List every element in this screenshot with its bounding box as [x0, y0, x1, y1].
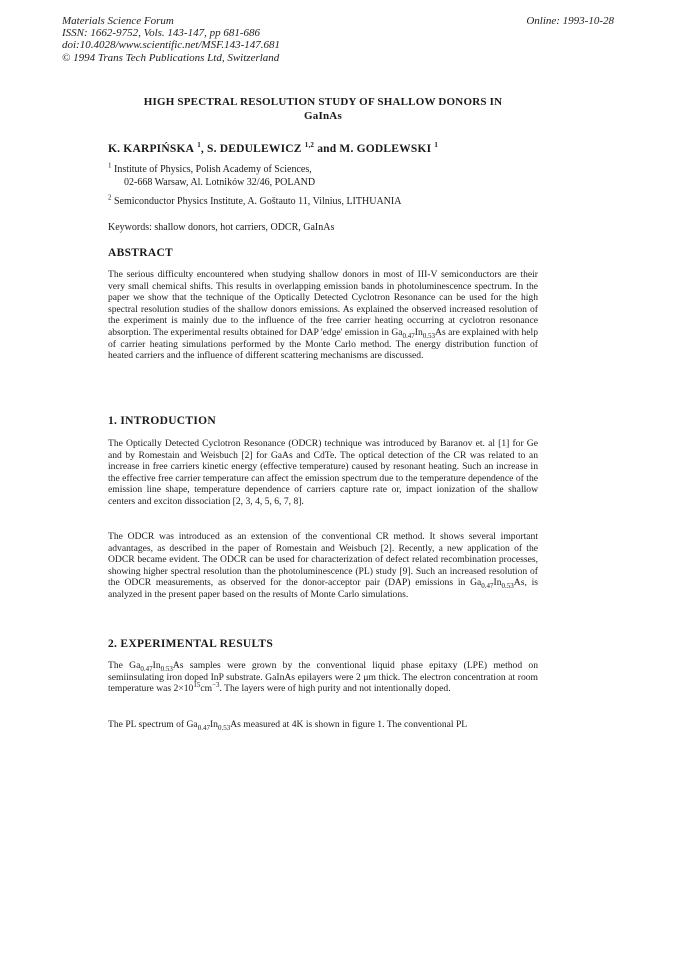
abstract-sub-ga: 0.47 — [402, 331, 415, 340]
author-1: K. KARPIŃSKA — [108, 143, 195, 155]
exp-p1-ga: The Ga — [108, 660, 141, 671]
experimental-paragraph-1 — [108, 660, 538, 695]
abstract-heading: ABSTRACT — [108, 247, 174, 259]
abstract-in: In — [414, 326, 423, 338]
intro-in: In — [493, 577, 502, 589]
author-separator: , — [200, 143, 204, 155]
article-metadata — [62, 15, 280, 64]
exp-p2-sub-ga: 0.47 — [197, 723, 210, 732]
affiliation-2-text: Semiconductor Physics Institute, A. Goštauto 11, Vilnius, LITHUANIA — [114, 196, 402, 207]
intro-sub-ga: 0.47 — [481, 582, 494, 591]
intro-p2-part-2: As, is analyzed in the present paper based on the results of Monte Carlo simulations. — [108, 577, 539, 600]
introduction-heading: 1. INTRODUCTION — [108, 415, 217, 427]
author-2: S. DEDULEWICZ — [207, 143, 302, 155]
author-3: M. GODLEWSKI — [339, 143, 432, 155]
exp-p1-part-a: As samples were grown by the conventional liquid phase epitaxy (LPE) method on semiinsulating iron doped InP substrate. GaInAs epilayers were 2 μm thick. The electron concentration at room temperature was 2×10 — [108, 660, 538, 695]
exp-p2-in: In — [209, 719, 218, 730]
affiliation-2-marker: 2 — [108, 193, 112, 202]
journal-name: Materials Science Forum — [62, 15, 174, 27]
exp-sup-15: 15 — [193, 681, 201, 689]
affiliation-2 — [108, 195, 401, 208]
intro-p2-part-1: The ODCR was introduced as an extension of the conventional CR method. It shows several important advantages, as described in the paper of Romestain and Weisbuch [2]. Recently, a new application of the ODCR became evident. The ODCR can be used for characterization of defect related recombination processes, showing higher spectral resolution than the photoluminescence (PL) study [9]. Such an increased resolution of the ODCR measurements, as observed for the donor-acceptor pair (DAP) emissions in Ga — [108, 531, 538, 589]
exp-sub-ga: 0.47 — [140, 664, 153, 673]
exp-p2-sub-in: 0.53 — [217, 723, 231, 732]
title-line-1: HIGH SPECTRAL RESOLUTION STUDY OF SHALLOW DONORS IN — [143, 96, 503, 108]
abstract-part-1: The serious difficulty encountered when studying shallow donors in most of III-V semiconductors are their very small chemical shifts. This results in overlapping emission bands in photoluminescence spectrum. In the paper we show that the technique of the Optically Detected Cyclotron Resonance can be used for the high spectral resolution studies of the shallow donors emissions. As explained the observed increased resolution of the experiment is mainly due to the influence of the free carrier heating occurring at cyclotron resonance absorption. The experimental results obtained for DAP 'edge' emission in Ga — [108, 269, 538, 338]
experimental-paragraph-2 — [108, 719, 538, 731]
exp-sup-minus3: −3 — [212, 681, 220, 689]
introduction-paragraph-2 — [108, 531, 538, 601]
author-3-affiliation: 1 — [434, 141, 439, 150]
author-list — [108, 143, 438, 155]
experimental-heading: 2. EXPERIMENTAL RESULTS — [108, 638, 274, 650]
abstract-sub-in: 0.53 — [422, 331, 436, 340]
affiliation-1-line-1: Institute of Physics, Polish Academy of Sciences, — [114, 164, 312, 175]
affiliation-1-line-2: 02-668 Warsaw, Al. Lotników 32/46, POLAND — [124, 177, 316, 188]
exp-p2-end: As measured at 4K is shown in figure 1. The conventional PL — [230, 719, 468, 730]
exp-sub-in: 0.53 — [160, 664, 173, 673]
online-date: Online: 1993-10-28 — [526, 15, 614, 27]
doi[interactable]: doi:10.4028/www.scientific.net/MSF.143-147.681 — [62, 39, 281, 52]
paper-title — [108, 95, 538, 123]
introduction-paragraph-1: The Optically Detected Cyclotron Resonance (ODCR) technique was introduced by Baranov et. al [1] for Ge and by Romestain and Weisbuch [2] for GaAs and CdTe. The optical detection of the CR was related to an increase in free carriers kinetic energy (effective temperature) caused by resonant heating. Such an increase in the effective free carrier temperature can affect the emission spectrum due to the temperature dependence of the emission line shape, temperature dependence of carriers capture rate or, impact ionization of the shallow centers and exciton dissociation [2, 3, 4, 5, 6, 7, 8]. — [108, 438, 538, 507]
keywords: Keywords: shallow donors, hot carriers, ODCR, GaInAs — [108, 222, 335, 233]
affiliation-1 — [108, 163, 315, 189]
author-2-affiliation: 1,2 — [304, 141, 315, 150]
author-and: and — [317, 143, 337, 155]
copyright: © 1994 Trans Tech Publications Ltd, Switzerland — [62, 51, 280, 64]
affiliation-1-marker: 1 — [108, 161, 112, 170]
abstract-text — [108, 269, 538, 362]
exp-in: In — [152, 660, 161, 671]
intro-sub-in: 0.53 — [501, 582, 514, 591]
abstract-part-2: As are explained with help of carrier heating simulations performed by the Monte Carlo method. The energy distribution function of heated carriers and the influence of different scattering mechanisms are discussed. — [108, 326, 538, 362]
author-1-affiliation: 1 — [197, 141, 201, 150]
title-line-2: GaInAs — [304, 110, 342, 122]
exp-p2-start: The PL spectrum of Ga — [108, 719, 198, 730]
issn: ISSN: 1662-9752, Vols. 143-147, pp 681-686 — [62, 27, 260, 40]
exp-p1-part-b: cm — [200, 683, 213, 695]
exp-p1-part-c: . The layers were of high purity and not intentionally doped. — [219, 683, 451, 695]
